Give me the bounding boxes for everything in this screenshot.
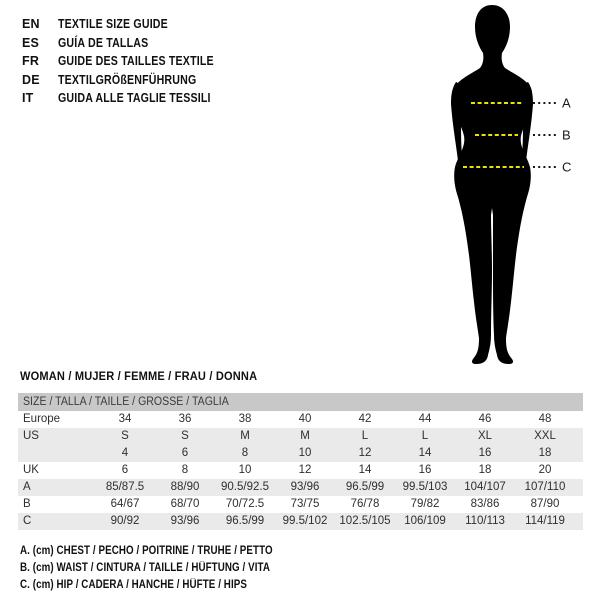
size-cell: L [421,430,429,442]
size-cell: 99.5/102 [282,515,328,527]
legend-line [20,543,317,560]
language-row [22,89,241,108]
size-cell: 64/67 [110,498,140,510]
woman-silhouette [435,0,570,370]
size-cell: 99.5/103 [402,481,448,493]
language-label: TEXTILGRÖßENFÜHRUNG [58,72,197,87]
size-cell: 96.5/99 [345,481,385,493]
size-cell: 73/75 [290,498,320,510]
size-cell: 93/96 [290,481,320,493]
row-label: C [23,515,32,527]
language-label: GUÍA DE TALLAS [58,35,149,50]
row-label: A [23,481,31,493]
size-cell: 76/78 [350,498,380,510]
measure-label-a: A [562,95,571,111]
size-cell: 79/82 [410,498,440,510]
table-row [18,496,583,513]
size-cell: XL [477,430,493,442]
language-row [22,52,241,71]
size-cell: 36 [178,413,192,425]
size-cell: 6 [181,447,189,459]
size-cell: 85/87.5 [105,481,145,493]
size-cell: 20 [538,464,552,476]
size-cell: S [121,430,129,442]
language-label: GUIDE DES TAILLES TEXTILE [58,54,214,68]
size-cell: L [361,430,369,442]
language-code: ES [22,35,40,50]
size-cell: 10 [298,447,312,459]
size-cell: 18 [538,447,552,459]
legend-line [20,577,317,594]
size-cell: 102.5/105 [339,515,391,527]
legend-line-text: B. (cm) WAIST / CINTURA / TAILLE / HÜFTUNG / VITA [20,562,270,574]
size-cell: 88/90 [170,481,200,493]
language-row [22,15,241,34]
size-cell: 90.5/92.5 [221,481,269,493]
table-header-text: SIZE / TALLA / TAILLE / GRÖSSE / TAGLIA [23,396,229,408]
size-cell: 12 [358,447,372,459]
size-cell: 44 [418,413,432,425]
measure-legend [20,543,317,594]
size-cell: 83/86 [470,498,500,510]
table-row [18,462,583,479]
size-cell: 4 [121,447,129,459]
size-cell: 16 [418,464,432,476]
size-cell: 90/92 [110,515,140,527]
legend-line [20,560,317,577]
size-cell: 34 [118,413,132,425]
row-label: Europe [23,413,61,425]
size-cell: 14 [358,464,372,476]
size-cell: 38 [238,413,252,425]
row-label [18,445,95,462]
size-cell: 10 [238,464,252,476]
table-row [18,479,583,496]
size-cell: 16 [478,447,492,459]
row-label: US [23,430,39,442]
size-cell: 14 [418,447,432,459]
size-cell: 110/113 [465,515,505,527]
size-table [18,393,583,530]
size-cell: 42 [358,413,372,425]
size-cell: 87/90 [530,498,560,510]
size-cell: 8 [181,464,189,476]
language-label: GUIDA ALLE TAGLIE TESSILI [58,91,211,105]
language-list [22,15,241,108]
size-cell: XXL [534,430,556,442]
table-body [18,411,583,530]
size-cell: 106/109 [404,515,446,527]
size-cell: 48 [538,413,552,425]
measure-label-b: B [562,127,571,143]
language-code: DE [22,72,40,87]
table-row [18,513,583,530]
language-row [22,34,241,53]
size-cell: 6 [121,464,129,476]
row-label: UK [23,464,39,476]
language-code: IT [22,91,34,105]
language-label: TEXTILE SIZE GUIDE [58,17,168,31]
size-cell: 107/110 [524,481,566,493]
table-header [18,393,583,411]
size-cell: 12 [298,464,312,476]
table-row [18,428,583,445]
size-cell: 46 [478,413,492,425]
size-cell: M [240,430,250,442]
row-label: B [23,498,31,510]
size-cell: 104/107 [464,481,506,493]
legend-line-text: C. (cm) HIP / CADERA / HANCHE / HÜFTE / HIPS [20,579,247,591]
language-row [22,71,241,90]
table-row [18,445,583,462]
size-cell: M [300,430,310,442]
language-code: EN [22,17,40,31]
size-figure [435,0,600,370]
size-cell: 70/72.5 [225,498,265,510]
size-cell: 8 [241,447,249,459]
measure-label-c: C [562,159,572,175]
size-cell: 96.5/99 [225,515,265,527]
size-cell: 18 [478,464,492,476]
language-code: FR [22,54,40,68]
legend-line-text: A. (cm) CHEST / PECHO / POITRINE / TRUHE / PETTO [20,545,273,557]
size-cell: 40 [298,413,312,425]
size-cell: 114/119 [525,515,565,527]
size-cell: 68/70 [170,498,200,510]
section-title-text: WOMAN / MUJER / FEMME / FRAU / DONNA [20,369,258,383]
size-cell: S [181,430,189,442]
section-title [20,369,278,383]
table-row [18,411,583,428]
size-cell: 93/96 [170,515,200,527]
